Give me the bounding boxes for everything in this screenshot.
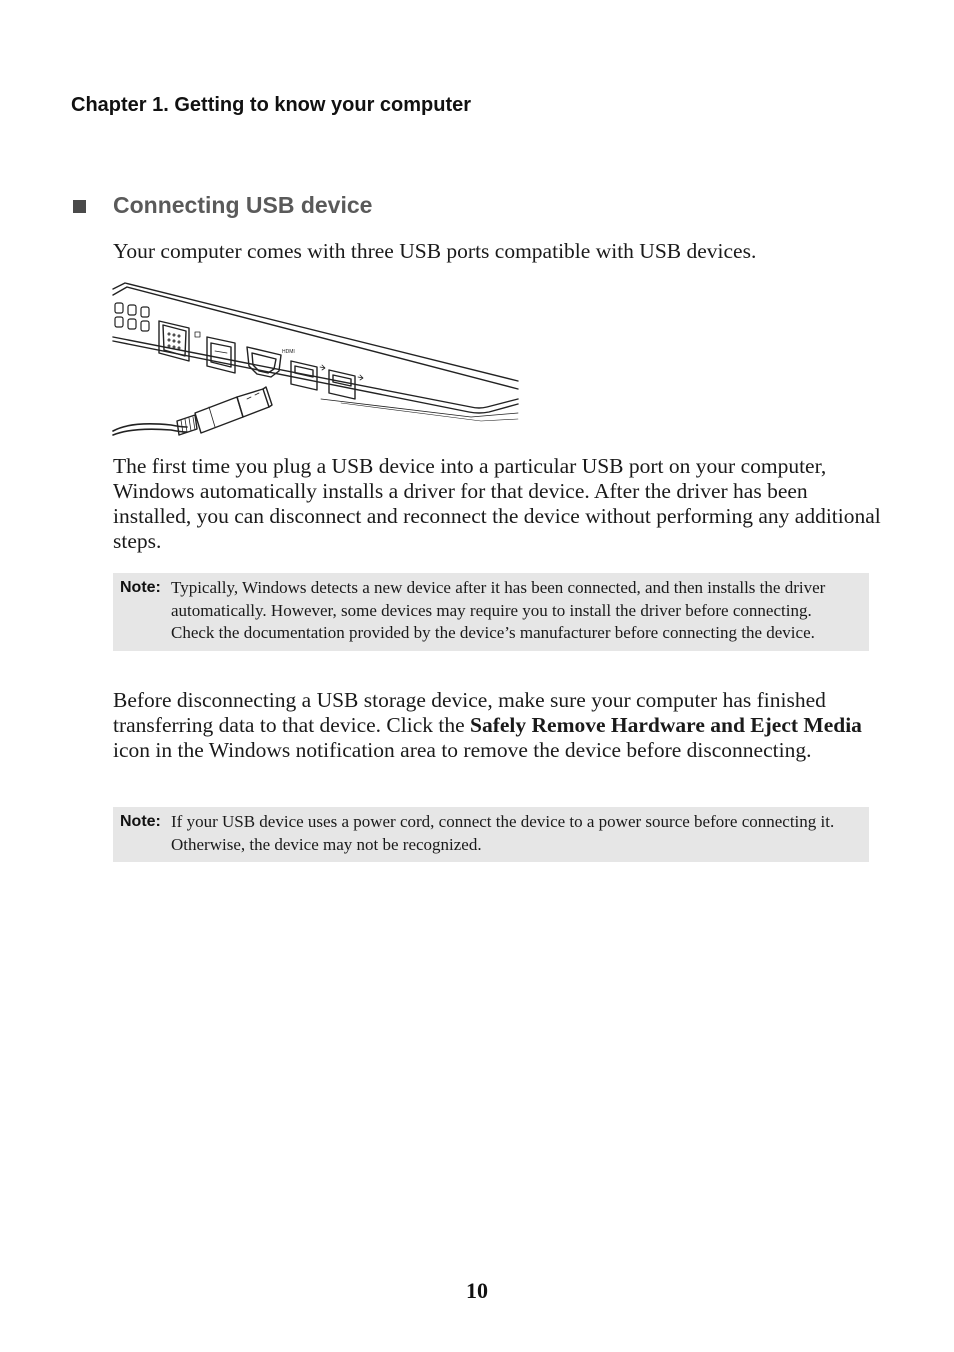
disconnect-paragraph (113, 688, 883, 763)
note-label: Note: (120, 813, 161, 830)
driver-paragraph: The first time you plug a USB device into a particular USB port on your computer, Windows automatically installs a driver for that device. After the driver has been installed, you can disconnect and reconnect the device without performing any additional steps. (113, 454, 881, 553)
disconnect-text-start: Before disconnecting a USB storage device, make sure your computer has finished transferring data to that device. Click the (113, 688, 826, 737)
disconnect-text-end: icon in the Windows notification area to remove the device before disconnecting. (113, 738, 812, 762)
svg-text:HDMI: HDMI (282, 349, 295, 355)
note-box-driver (113, 573, 869, 651)
usb-port-illustration (111, 281, 521, 439)
square-bullet-icon (73, 200, 86, 213)
page-number: 10 (466, 1278, 488, 1303)
note-box-power (113, 807, 869, 862)
chapter-header: Chapter 1. Getting to know your computer (71, 94, 472, 116)
intro-paragraph: Your computer comes with three USB ports compatible with USB devices. (113, 239, 757, 263)
note-label: Note: (120, 579, 161, 596)
safely-remove-hardware-label: Safely Remove Hardware and Eject Media (470, 713, 862, 737)
section-title: Connecting USB device (113, 192, 373, 218)
note-text: If your USB device uses a power cord, connect the device to a power source before connecting it. Otherwise, the device may not be recognized. (171, 812, 835, 854)
note-text: Typically, Windows detects a new device after it has been connected, and then installs the driver automatically. However, some devices may require you to install the driver before connecting. Check the documentation provided by the device’s manufacturer before connecting the device. (171, 578, 826, 642)
section-heading (71, 191, 771, 223)
